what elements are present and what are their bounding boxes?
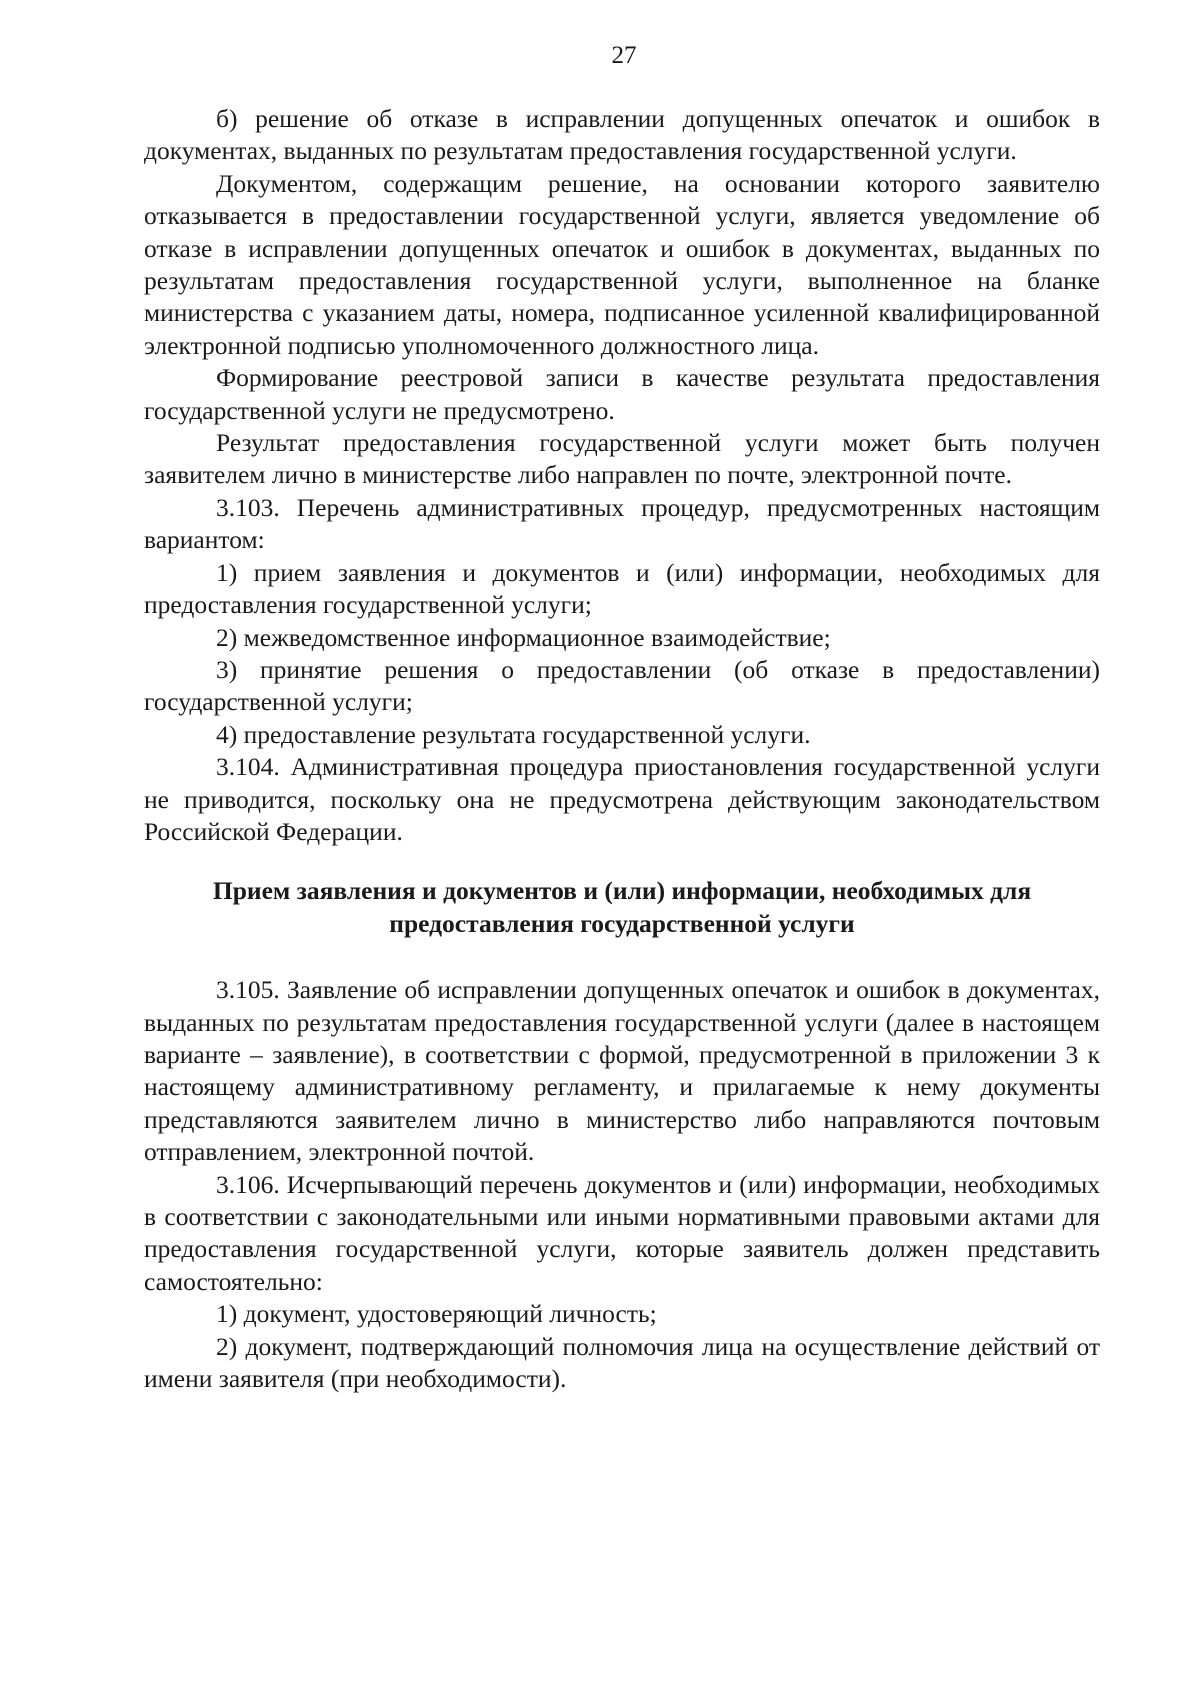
paragraph: 3.103. Перечень административных процедур, предусмотренных настоящим вариантом: <box>144 492 1100 555</box>
paragraph: Результат предоставления государственной услуги может быть получен заявителем лично в министерстве либо направлен по почте, электронной почте. <box>144 428 1100 490</box>
list-item: 2) документ, подтверждающий полномочия лица на осуществление действий от имени заявителя (при необходимости). <box>144 1331 1100 1394</box>
paragraph: 3.105. Заявление об исправлении допущенных опечаток и ошибок в документах, выданных по результатам предоставления государственной услуги (далее в настоящем варианте – заявление), в соответствии с формой, предусмотренной в приложении 3 к настоящему административному регламенту, и прилагаемые к нему документы представляются заявителем лично в министерство либо направляются почтовым отправлением, электронной почтой. <box>144 975 1100 1167</box>
section-heading-line: предоставления государственной услуги <box>389 908 855 938</box>
list-item: 3) принятие решения о предоставлении (об отказе в предоставлении) государственной услуги; <box>144 654 1100 717</box>
page-number: 27 <box>611 42 637 69</box>
list-item: 1) документ, удостоверяющий личность; <box>216 1299 657 1329</box>
section-heading <box>144 875 1100 940</box>
list-item: 1) прием заявления и документов и (или) информации, необходимых для предоставления государственной услуги; <box>144 557 1100 620</box>
document-body <box>144 103 1100 1395</box>
list-item: 4) предоставление результата государственной услуги. <box>216 719 811 749</box>
paragraph: Формирование реестровой записи в качестве результата предоставления государственной услуги не предусмотрено. <box>144 363 1100 425</box>
paragraph: 3.106. Исчерпывающий перечень документов и (или) информации, необходимых в соответствии с законодательными или иными нормативными правовыми актами для предоставления государственной услуги, которые заявитель должен представить самостоятельно: <box>144 1169 1100 1296</box>
list-item: 2) межведомственное информационное взаимодействие; <box>216 622 831 652</box>
paragraph: Документом, содержащим решение, на основании которого заявителю отказывается в предоставлении государственной услуги, является уведомление об отказе в исправлении допущенных опечаток и ошибок в документах, выданных по результатам предоставления государственной услуги, выполненное на бланке министерства с указанием даты, номера, подписанное усиленной квалифицированной электронной подписью уполномоченного должностного лица. <box>144 168 1100 360</box>
paragraph: б) решение об отказе в исправлении допущенных опечаток и ошибок в документах, выданных по результатам предоставления государственной услуги. <box>144 104 1100 166</box>
section-heading-line: Прием заявления и документов и (или) информации, необходимых для <box>212 876 1032 906</box>
paragraph: 3.104. Административная процедура приостановления государственной услуги не приводится, поскольку она не предусмотрена действующим законодательством Российской Федерации. <box>144 752 1100 846</box>
